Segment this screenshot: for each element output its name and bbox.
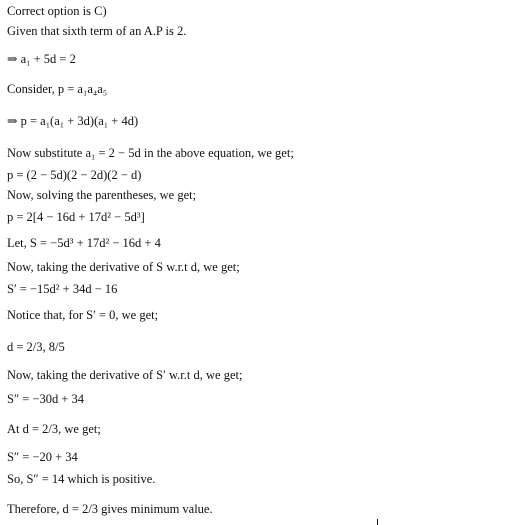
text-line: Now, taking the derivative of S w.r.t d, we get;	[7, 260, 240, 274]
text-line: Notice that, for S′ = 0, we get;	[7, 308, 159, 322]
equation-line: p = (2 − 5d)(2 − 2d)(2 − d)	[7, 168, 142, 182]
equation-line: ⇒ a₁ + 5d = 2	[7, 52, 76, 66]
cursor-mark	[377, 519, 378, 525]
substitute-line: Now substitute a₁ = 2 − 5d in the above equation, we get;	[7, 146, 294, 160]
given-line: Given that sixth term of an A.P is 2.	[7, 24, 187, 38]
equation-line: ⇒ p = a₁(a₁ + 3d)(a₁ + 4d)	[7, 114, 139, 128]
at-d-line: At d = 2/3, we get;	[7, 422, 101, 436]
roots-line: d = 2/3, 8/5	[7, 340, 65, 354]
answer-line: Correct option is C)	[7, 4, 107, 18]
conclusion-line: Therefore, d = 2/3 gives minimum value.	[7, 502, 213, 516]
equation-line: S″ = −30d + 34	[7, 392, 85, 406]
equation-line: S′ = −15d² + 34d − 16	[7, 282, 118, 296]
consider-line: Consider, p = a₁a₄a₅	[7, 82, 108, 96]
text-line: Now, taking the derivative of S′ w.r.t d, we get;	[7, 368, 243, 382]
equation-line: Let, S = −5d³ + 17d² − 16d + 4	[7, 236, 161, 250]
equation-line: S″ = −20 + 34	[7, 450, 78, 464]
equation-line: p = 2[4 − 16d + 17d² − 5d³]	[7, 210, 145, 224]
text-line: Now, solving the parentheses, we get;	[7, 188, 197, 202]
text-line: So, S″ = 14 which is positive.	[7, 472, 156, 486]
